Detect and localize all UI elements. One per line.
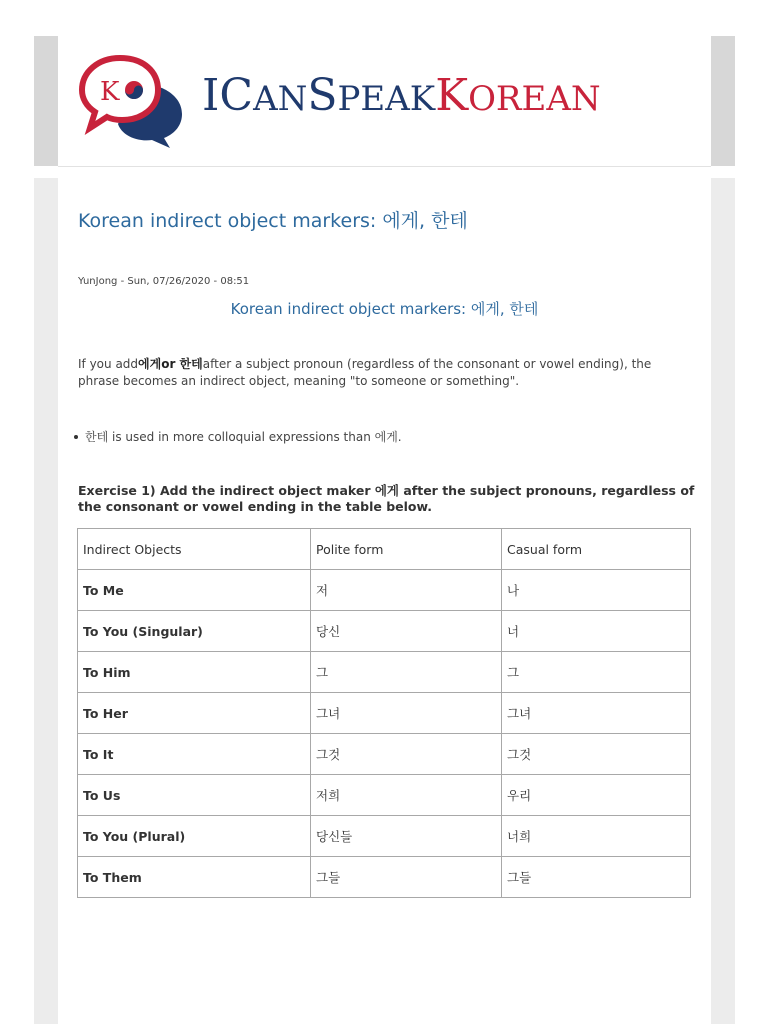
table-cell: To Me: [78, 570, 311, 611]
table-row: [78, 693, 691, 734]
table-row: [78, 652, 691, 693]
article-content: [58, 178, 711, 1024]
table-header-cell: Casual form: [502, 529, 691, 570]
table-row: [78, 611, 691, 652]
table-cell: 당신들: [311, 816, 502, 857]
table-row: [78, 734, 691, 775]
page-shadow-right: [711, 36, 735, 166]
logo-letter: K: [100, 77, 120, 107]
table-cell: To It: [78, 734, 311, 775]
table-cell: 그녀: [502, 693, 691, 734]
table-cell: To Them: [78, 857, 311, 898]
table-cell: 그녀: [311, 693, 502, 734]
table-cell: To You (Plural): [78, 816, 311, 857]
table-row: [78, 857, 691, 898]
table-header-cell: Indirect Objects: [78, 529, 311, 570]
page-title: Korean indirect object markers: 에게, 한테: [78, 210, 468, 232]
table-cell: 그것: [502, 734, 691, 775]
table-cell: 그것: [311, 734, 502, 775]
table-cell: To Us: [78, 775, 311, 816]
table-row: [78, 775, 691, 816]
content-shadow-right: [711, 178, 735, 1024]
table-header-cell: Polite form: [311, 529, 502, 570]
table-cell: 그들: [502, 857, 691, 898]
bullet-icon: [74, 435, 78, 439]
table-cell: 너희: [502, 816, 691, 857]
post-meta: YunJong - Sun, 07/26/2020 - 08:51: [78, 276, 250, 287]
page-shadow-left: [34, 36, 58, 166]
table-header-row: [78, 529, 691, 570]
site-header: [58, 36, 711, 167]
table-cell: 나: [502, 570, 691, 611]
exercise-heading: Exercise 1) Add the indirect object maker 에게 after the subject pronouns, regardless of the consonant or vowel ending in the table below.: [78, 483, 695, 514]
speech-bubble-logo-icon[interactable]: [78, 54, 186, 150]
table-row: [78, 816, 691, 857]
table-cell: 우리: [502, 775, 691, 816]
table-cell: 그들: [311, 857, 502, 898]
table-cell: 저: [311, 570, 502, 611]
brand-wordmark[interactable]: ICANSPEAKKOREAN: [202, 70, 601, 121]
intro-paragraph: If you add에게or 한테after a subject pronoun (regardless of the consonant or vowel ending), the phrase becomes an indirect object, meaning "to someone or something".: [78, 357, 652, 388]
table-cell: 그: [502, 652, 691, 693]
table-row: [78, 570, 691, 611]
article-subtitle: Korean indirect object markers: 에게, 한테: [230, 300, 539, 318]
table-cell: 저희: [311, 775, 502, 816]
table-cell: To Him: [78, 652, 311, 693]
table-cell: To Her: [78, 693, 311, 734]
table-cell: 당신: [311, 611, 502, 652]
table-cell: 그: [311, 652, 502, 693]
table-cell: 너: [502, 611, 691, 652]
marker-highlight: 에게or 한테: [138, 357, 203, 371]
list-item: 한테 is used in more colloquial expressions than 에게.: [74, 428, 402, 445]
table-cell: To You (Singular): [78, 611, 311, 652]
pronoun-table: [77, 528, 691, 898]
content-shadow-left: [34, 178, 58, 1024]
